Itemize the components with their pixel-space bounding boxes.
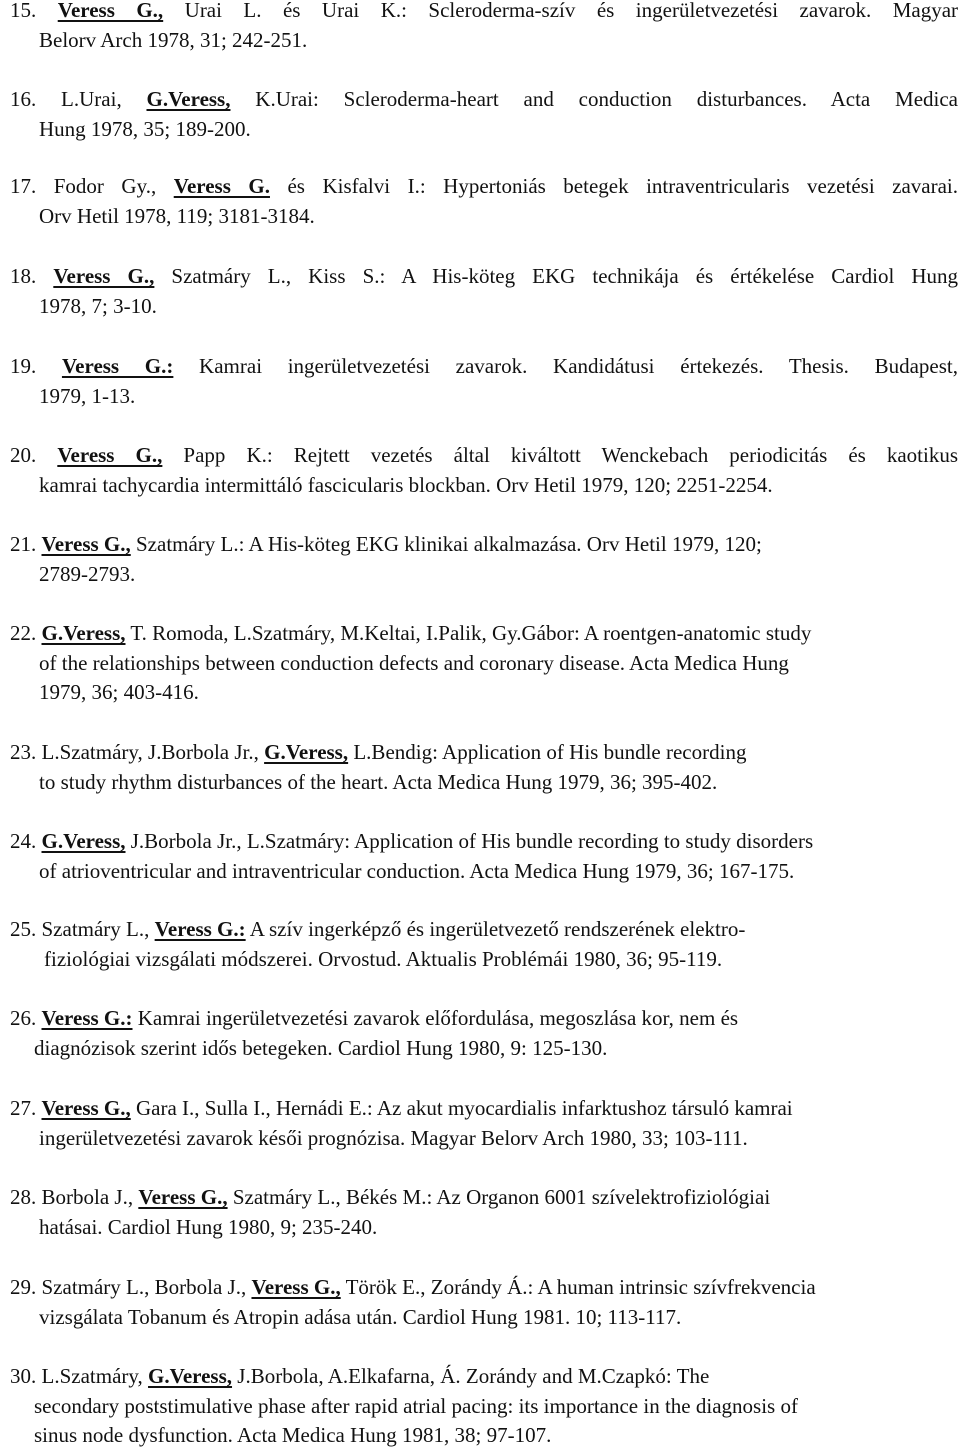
reference-continuation-line bbox=[10, 1421, 958, 1451]
reference-first-line bbox=[10, 1094, 958, 1124]
reference-continuation-line bbox=[10, 1303, 958, 1333]
citation-text: Szatmáry L., bbox=[41, 917, 155, 941]
reference-continuation-line bbox=[10, 382, 958, 412]
citation-text: secondary poststimulative phase after rapid atrial pacing: its importance in the diagnosis of bbox=[34, 1393, 798, 1418]
author-highlight: Veress G., bbox=[53, 264, 155, 288]
citation-text: Hung 1978, 35; 189-200. bbox=[39, 116, 251, 141]
reference-continuation-line bbox=[10, 471, 958, 501]
reference-entry bbox=[10, 530, 958, 589]
reference-number: 30. bbox=[10, 1364, 37, 1388]
reference-number: 26. bbox=[10, 1006, 37, 1030]
reference-continuation-line bbox=[10, 1213, 958, 1243]
citation-text: Orv Hetil 1978, 119; 3181-3184. bbox=[39, 203, 315, 228]
author-highlight: Veress G.: bbox=[41, 1006, 133, 1030]
reference-entry bbox=[10, 1094, 958, 1153]
citation-text: J.Borbola Jr., L.Szatmáry: Application of His bundle recording to study disorders bbox=[125, 829, 814, 853]
reference-number: 23. bbox=[10, 740, 37, 764]
citation-text: 1979, 36; 403-416. bbox=[39, 680, 199, 704]
reference-first-line bbox=[10, 172, 958, 202]
citation-text: A szív ingerképző és ingerületvezető rendszerének elektro- bbox=[245, 917, 746, 941]
author-highlight: G.Veress, bbox=[148, 1364, 233, 1388]
author-highlight: Veress G.: bbox=[154, 917, 246, 941]
citation-text: 1978, 7; 3-10. bbox=[39, 293, 157, 318]
citation-text: Urai L. és Urai K.: Scleroderma-szív és ingerületvezetési zavarok. Magyar bbox=[163, 0, 959, 22]
reference-number: 28. bbox=[10, 1185, 37, 1209]
citation-text: Borbola J., bbox=[41, 1185, 139, 1209]
reference-entry bbox=[10, 262, 958, 321]
author-highlight: Veress G., bbox=[251, 1275, 341, 1299]
reference-number: 22. bbox=[10, 621, 37, 645]
reference-entry bbox=[10, 827, 958, 886]
reference-continuation-line bbox=[10, 678, 958, 708]
reference-entry bbox=[10, 1362, 958, 1451]
reference-continuation-line bbox=[10, 1034, 958, 1064]
citation-text: és Kisfalvi I.: Hypertoniás betegek intraventricularis vezetési zavarai. bbox=[269, 174, 959, 198]
reference-entry bbox=[10, 738, 958, 797]
author-highlight: Veress G., bbox=[57, 0, 164, 22]
reference-entry bbox=[10, 0, 958, 55]
reference-number: 27. bbox=[10, 1096, 37, 1120]
citation-text: L.Bendig: Application of His bundle recording bbox=[348, 740, 747, 764]
citation-text: to study rhythm disturbances of the heart. Acta Medica Hung 1979, 36; 395-402. bbox=[39, 769, 718, 794]
reference-continuation-line bbox=[10, 1392, 958, 1422]
citation-text: Szatmáry L., Kiss S.: A His-köteg EKG technikája és értékelése Cardiol Hung bbox=[154, 264, 958, 288]
reference-first-line bbox=[10, 619, 958, 649]
reference-first-line bbox=[10, 1273, 958, 1303]
reference-continuation-line bbox=[10, 768, 958, 798]
reference-first-line bbox=[10, 827, 958, 857]
reference-number: 16. bbox=[10, 87, 37, 111]
reference-first-line bbox=[10, 352, 958, 382]
reference-first-line bbox=[10, 1004, 958, 1034]
reference-number: 24. bbox=[10, 829, 37, 853]
reference-entry bbox=[10, 172, 958, 231]
author-highlight: G.Veress, bbox=[146, 87, 231, 111]
reference-continuation-line bbox=[10, 945, 958, 975]
reference-first-line bbox=[10, 738, 958, 768]
author-highlight: G.Veress, bbox=[41, 829, 126, 853]
reference-first-line bbox=[10, 441, 958, 471]
citation-text: 2789-2793. bbox=[39, 561, 136, 586]
reference-continuation-line bbox=[10, 202, 958, 232]
reference-entry bbox=[10, 915, 958, 974]
author-highlight: Veress G., bbox=[138, 1185, 228, 1209]
reference-number: 18. bbox=[10, 264, 37, 288]
reference-entry bbox=[10, 619, 958, 708]
reference-first-line bbox=[10, 915, 958, 945]
author-highlight: Veress G., bbox=[41, 1096, 131, 1120]
reference-continuation-line bbox=[10, 115, 958, 145]
citation-text: of the relationships between conduction defects and coronary disease. Acta Medica Hung bbox=[39, 650, 789, 675]
citation-text: diagnózisok szerint idős betegeken. Cardiol Hung 1980, 9: 125-130. bbox=[34, 1035, 608, 1060]
reference-first-line bbox=[10, 85, 958, 115]
reference-number: 25. bbox=[10, 917, 37, 941]
reference-first-line bbox=[10, 530, 958, 560]
citation-text: L.Szatmáry, J.Borbola Jr., bbox=[41, 740, 265, 764]
citation-text: Szatmáry L.: A His-köteg EKG klinikai alkalmazása. Orv Hetil 1979, 120; bbox=[130, 532, 762, 556]
reference-number: 19. bbox=[10, 354, 37, 378]
citation-text: K.Urai: Scleroderma-heart and conduction disturbances. Acta Medica bbox=[230, 87, 958, 111]
reference-number: 20. bbox=[10, 443, 37, 467]
citation-text: Török E., Zorándy Á.: A human intrinsic szívfrekvencia bbox=[340, 1275, 816, 1299]
reference-first-line bbox=[10, 0, 958, 26]
citation-text: J.Borbola, A.Elkafarna, Á. Zorándy and M.Czapkó: The bbox=[232, 1364, 710, 1388]
reference-entry bbox=[10, 1183, 958, 1242]
reference-entry bbox=[10, 85, 958, 144]
citation-text: Fodor Gy., bbox=[53, 174, 174, 198]
author-highlight: Veress G., bbox=[57, 443, 163, 467]
reference-entry bbox=[10, 1273, 958, 1332]
reference-continuation-line bbox=[10, 292, 958, 322]
citation-text: Szatmáry L., Békés M.: Az Organon 6001 szívelektrofiziológiai bbox=[227, 1185, 771, 1209]
reference-continuation-line bbox=[10, 560, 958, 590]
citation-text: L.Szatmáry, bbox=[41, 1364, 149, 1388]
citation-text: hatásai. Cardiol Hung 1980, 9; 235-240. bbox=[39, 1214, 378, 1239]
author-highlight: Veress G.: bbox=[61, 354, 174, 378]
reference-continuation-line bbox=[10, 26, 958, 56]
reference-number: 15. bbox=[10, 0, 37, 22]
citation-text: kamrai tachycardia intermittáló fascicularis blockban. Orv Hetil 1979, 120; 2251-2254. bbox=[39, 472, 773, 497]
citation-text: T. Romoda, L.Szatmáry, M.Keltai, I.Palik, Gy.Gábor: A roentgen-anatomic study bbox=[125, 621, 812, 645]
reference-number: 21. bbox=[10, 532, 37, 556]
reference-number: 17. bbox=[10, 174, 37, 198]
reference-continuation-line bbox=[10, 857, 958, 887]
citation-text: sinus node dysfunction. Acta Medica Hung 1981, 38; 97-107. bbox=[34, 1423, 552, 1447]
citation-text: Kamrai ingerületvezetési zavarok előfordulása, megoszlása kor, nem és bbox=[132, 1006, 739, 1030]
reference-continuation-line bbox=[10, 1124, 958, 1154]
citation-text: vizsgálata Tobanum és Atropin adása után. Cardiol Hung 1981. 10; 113-117. bbox=[39, 1304, 682, 1329]
citation-text: fiziológiai vizsgálati módszerei. Orvostud. Aktualis Problémái 1980, 36; 95-119. bbox=[44, 946, 723, 971]
reference-entry bbox=[10, 441, 958, 500]
citation-text: of atrioventricular and intraventricular conduction. Acta Medica Hung 1979, 36; 167-175. bbox=[39, 858, 795, 883]
author-highlight: Veress G. bbox=[173, 174, 270, 198]
reference-first-line bbox=[10, 262, 958, 292]
reference-entry bbox=[10, 1004, 958, 1063]
reference-first-line bbox=[10, 1183, 958, 1213]
reference-number: 29. bbox=[10, 1275, 37, 1299]
citation-text: L.Urai, bbox=[61, 87, 147, 111]
reference-continuation-line bbox=[10, 649, 958, 679]
reference-entry bbox=[10, 352, 958, 411]
author-highlight: Veress G., bbox=[41, 532, 131, 556]
citation-text: Kamrai ingerületvezetési zavarok. Kandidátusi értekezés. Thesis. Budapest, bbox=[173, 354, 959, 378]
citation-text: ingerületvezetési zavarok késői prognózisa. Magyar Belorv Arch 1980, 33; 103-111. bbox=[39, 1125, 748, 1150]
author-highlight: G.Veress, bbox=[41, 621, 126, 645]
citation-text: Papp K.: Rejtett vezetés által kiváltott Wenckebach periodicitás és kaotikus bbox=[162, 443, 959, 467]
citation-text: Belorv Arch 1978, 31; 242-251. bbox=[39, 27, 308, 52]
reference-first-line bbox=[10, 1362, 958, 1392]
citation-text: Gara I., Sulla I., Hernádi E.: Az akut myocardialis infarktushoz társuló kamrai bbox=[130, 1096, 793, 1120]
citation-text: Szatmáry L., Borbola J., bbox=[41, 1275, 252, 1299]
author-highlight: G.Veress, bbox=[264, 740, 349, 764]
citation-text: 1979, 1-13. bbox=[39, 383, 136, 408]
